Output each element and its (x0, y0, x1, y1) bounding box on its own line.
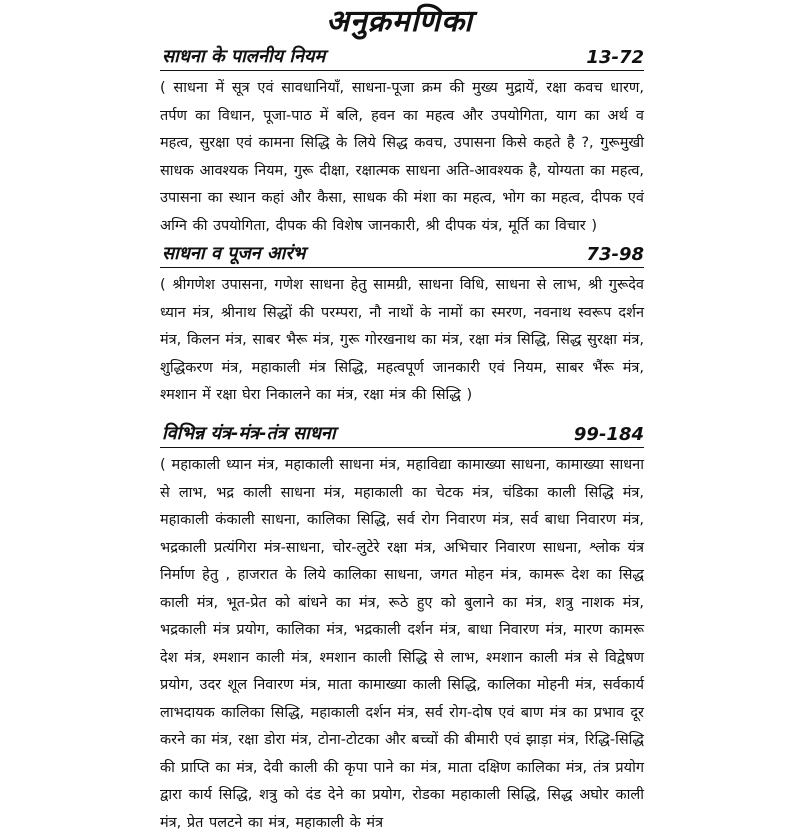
section-heading-row (160, 40, 644, 71)
toc-section-sadhana-niyam (160, 40, 644, 240)
section-title: विभिन्न यंत्र-मंत्र-तंत्र साधना (162, 423, 336, 444)
toc-section-pujan-aarambh (160, 237, 644, 410)
section-title: साधना के पालनीय नियम (162, 46, 326, 67)
section-heading-row (160, 417, 644, 448)
section-contents: ( श्रीगणेश उपासना, गणेश साधना हेतु सामग्री, साधना विधि, साधना से लाभ, श्री गुरूदेव ध्यान मंत्र, श्रीनाथ सिद्धों की परम्परा, नौ नाथों के नामों का स्मरण, नवनाथ स्वरूप दर्शन मंत्र, किलन मंत्र, साबर भैरू मंत्र, गुरू गोरखनाथ का मंत्र, रक्षा मंत्र सिद्धि, सिद्ध सुरक्षा मंत्र, शुद्धिकरण मंत्र, महाकाली मंत्र सिद्धि, महत्वपूर्ण जानकारी एवं नियम, साबर भैंरू मंत्र, श्मशान में रक्षा घेरा निकालने का मंत्र, रक्षा मंत्र की सिद्धि ) (160, 277, 644, 403)
section-heading-row (160, 237, 644, 268)
section-page-range: 13-72 (586, 47, 644, 68)
section-contents: ( महाकाली ध्यान मंत्र, महाकाली साधना मंत्र, महाविद्या कामाख्या साधना, कामाख्या साधना से लाभ, भद्र काली साधना मंत्र, महाकाली का चेटक मंत्र, चंडिका काली सिद्धि मंत्र, महाकाली कंकाली साधना, कालिका सिद्धि, सर्व रोग निवारण मंत्र, सर्व बाधा निवारण मंत्र, भद्रकाली प्रत्यंगिरा मंत्र-साधना, चोर-लुटेरे रक्षा मंत्र, अभिचार निवारण साधना, श्लोक यंत्र निर्माण हेतु , हाजरात के लिये कालिका साधना, जगत मोहन मंत्र, कामरू देश का सिद्ध काली मंत्र, भूत-प्रेत को बांधने का मंत्र, रूठे हुए को बुलाने का मंत्र, शत्रु नाशक मंत्र, भद्रकाली मंत्र प्रयोग, कालिका मंत्र, भद्रकाली दर्शन मंत्र, बाधा निवारण मंत्र, मारण कामरू देश मंत्र, श्मशान काली मंत्र, श्मशान काली सिद्धि से लाभ, श्मशान काली मंत्र से विद्वेषण प्रयोग, उदर शूल निवारण मंत्र, माता कामाख्या काली सिद्धि, कालिका मोहनी मंत्र, सर्वकार्य लाभदायक कालिका सिद्धि, महाकाली दर्शन मंत्र, सर्व रोग-दोष एवं बाण मंत्र का प्रभाव दूर करने का मंत्र, रक्षा डोरा मंत्र, टोना-टोटका और बच्चों की बीमारी एवं झाड़ा मंत्र, रिद्धि-सिद्धि की प्राप्ति का मंत्र, देवी काली की कृपा पाने का मंत्र, माता दक्षिण कालिका मंत्र, तंत्र प्रयोग द्वारा कार्य सिद्धि, शत्रु को दंड देने का प्रयोग, रोडका महाकाली सिद्धि, सिद्ध अघोर काली मंत्र, प्रेत पलटने का मंत्र, महाकाली के मंत्र (160, 457, 644, 831)
section-page-range: 99-184 (573, 424, 644, 445)
section-title: साधना व पूजन आरंभ (162, 243, 306, 264)
section-contents: ( साधना में सूत्र एवं सावधानियाँ, साधना-पूजा क्रम की मुख्य मुद्रायें, रक्षा कवच धारण, तर्पण का विधान, पूजा-पाठ में बलि, हवन का महत्व और उपयोगिता, याग का अर्थ व महत्व, सुरक्षा एवं कामना सिद्धि के लिये सिद्ध कवच, उपासना किसे कहते है ?, गुरूमुखी साधक आवश्यक नियम, गुरू दीक्षा, रक्षात्मक साधना अति-आवश्यक है, योग्यता का महत्व, उपासना का स्थान कहां और कैसा, साधक की मंशा का महत्व, भोग का महत्व, दीपक एवं अग्नि की उपयोगिता, दीपक की विशेष जानकारी, श्री दीपक यंत्र, मूर्ति का विचार ) (160, 80, 644, 234)
toc-section-yantra-mantra-tantra (160, 417, 644, 837)
page-title: अनुक्रमणिका (326, 4, 473, 39)
section-page-range: 73-98 (586, 244, 644, 265)
